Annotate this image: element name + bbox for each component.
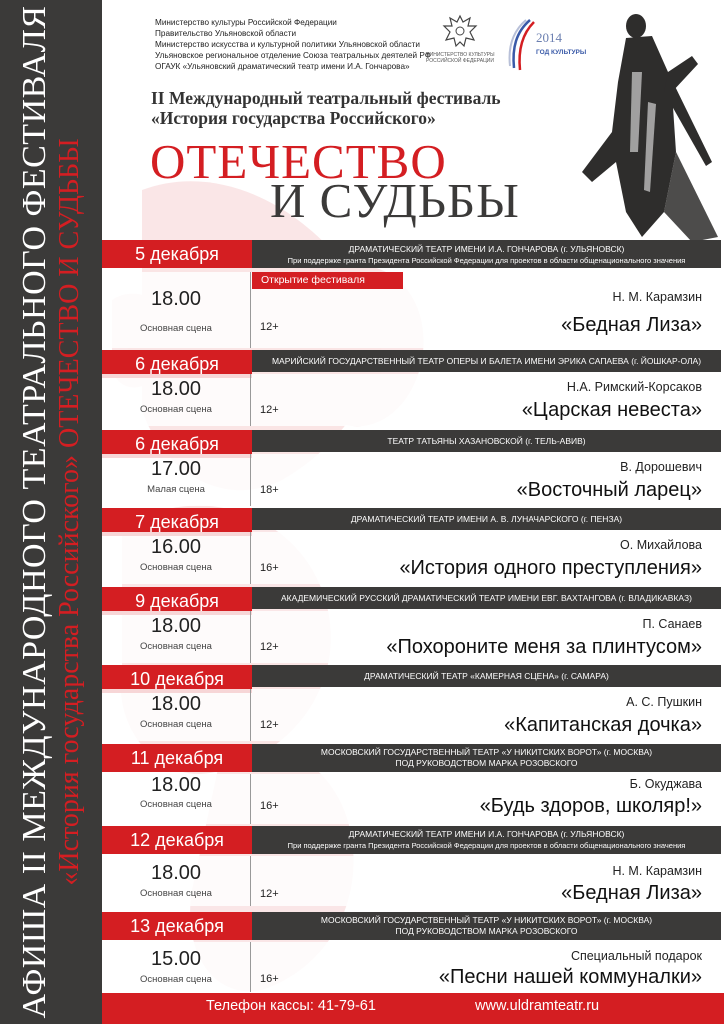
event-stage: Основная сцена — [140, 641, 212, 652]
divider — [250, 532, 251, 584]
divider — [250, 611, 251, 663]
opening-badge: Открытие фестиваля — [252, 272, 403, 289]
play-title: «Бедная Лиза» — [561, 314, 702, 336]
play-title: «Восточный ларец» — [516, 479, 702, 501]
play-title: «Царская невеста» — [521, 399, 702, 421]
age-rating: 12+ — [260, 888, 279, 900]
theatre-bar — [252, 350, 721, 372]
tricolor-swoosh-icon — [506, 18, 536, 72]
side-banner-text — [16, 0, 86, 1024]
event-body — [102, 374, 724, 426]
event-date: 6 декабря — [102, 350, 252, 378]
event-12-dec — [102, 826, 724, 906]
year-number: 2014 — [536, 30, 562, 45]
organizers-list — [155, 17, 431, 72]
theatre-bar — [252, 665, 721, 687]
event-author: О. Михайлова — [620, 538, 702, 552]
divider — [250, 454, 251, 506]
play-title: «Бедная Лиза» — [561, 882, 702, 904]
event-body — [102, 689, 724, 741]
side-banner-title: АФИША II МЕЖДУНАРОДНОГО ТЕАТРАЛЬНОГО ФЕСТИВАЛЯ — [16, 5, 53, 1019]
theatre-note: ПОД РУКОВОДСТВОМ МАРКА РОЗОВСКОГО — [395, 926, 578, 936]
event-author: А. С. Пушкин — [626, 695, 702, 709]
event-stage: Основная сцена — [140, 562, 212, 573]
year-caption: ГОД КУЛЬТУРЫ — [536, 49, 587, 56]
event-date: 11 декабря — [102, 744, 252, 772]
theatre-bar — [252, 912, 721, 940]
play-title: «Похороните меня за плинтусом» — [386, 636, 702, 658]
event-date: 5 декабря — [102, 240, 252, 268]
event-body — [102, 774, 724, 824]
title-line2: И СУДЬБЫ — [270, 173, 520, 228]
event-author: П. Санаев — [642, 617, 702, 631]
event-time: 16.00 — [150, 536, 202, 558]
event-10-dec — [102, 665, 724, 741]
festival-name-line1: II Международный театральный фестиваль — [151, 88, 501, 108]
event-date: 9 декабря — [102, 587, 252, 615]
divider — [250, 374, 251, 426]
event-body — [102, 454, 724, 506]
event-date: 7 декабря — [102, 508, 252, 536]
theatre-name: МОСКОВСКИЙ ГОСУДАРСТВЕННЫЙ ТЕАТР «У НИКИТСКИХ ВОРОТ» (г. МОСКВА) — [320, 747, 653, 757]
age-rating: 12+ — [260, 404, 279, 416]
divider — [250, 942, 251, 992]
theatre-note: ПОД РУКОВОДСТВОМ МАРКА РОЗОВСКОГО — [395, 758, 578, 768]
event-body — [102, 942, 724, 992]
event-13-dec — [102, 912, 724, 992]
theatre-note: При поддержке гранта Президента Российской Федерации для проектов в области общенационального значения — [287, 256, 686, 265]
box-office-phone: Телефон кассы: 41-79-61 — [206, 998, 376, 1014]
theatre-name: ДРАМАТИЧЕСКИЙ ТЕАТР ИМЕНИ И.А. ГОНЧАРОВА (г. УЛЬЯНОВСК) — [348, 829, 625, 839]
event-date: 12 декабря — [102, 826, 252, 854]
festival-name-line2: «История государства Российского» — [151, 108, 436, 128]
event-time: 18.00 — [150, 288, 202, 310]
divider — [250, 856, 251, 906]
footer-bar — [102, 993, 724, 1024]
organizer-line: ОГАУК «Ульяновский драматический театр имени И.А. Гончарова» — [155, 62, 410, 72]
divider — [250, 689, 251, 741]
event-6-dec-a — [102, 350, 724, 426]
age-rating: 18+ — [260, 484, 279, 496]
event-11-dec — [102, 744, 724, 824]
eagle-emblem-icon — [440, 12, 480, 52]
event-stage: Основная сцена — [140, 719, 212, 730]
event-stage: Основная сцена — [140, 799, 212, 810]
theatre-bar — [252, 508, 721, 530]
age-rating: 16+ — [260, 800, 279, 812]
event-body — [102, 532, 724, 584]
theatre-name: ДРАМАТИЧЕСКИЙ ТЕАТР ИМЕНИ А. В. ЛУНАЧАРСКОГО (г. ПЕНЗА) — [350, 514, 623, 524]
website-link[interactable]: www.uldramteatr.ru — [475, 998, 600, 1014]
event-time: 18.00 — [150, 378, 202, 400]
play-title: «Капитанская дочка» — [504, 714, 702, 736]
organizer-line: Ульяновское региональное отделение Союза театральных деятелей РФ — [155, 51, 431, 61]
event-time: 18.00 — [150, 693, 202, 715]
theatre-name: ДРАМАТИЧЕСКИЙ ТЕАТР ИМЕНИ И.А. ГОНЧАРОВА (г. УЛЬЯНОВСК) — [348, 244, 625, 254]
age-rating: 12+ — [260, 641, 279, 653]
event-6-dec-b — [102, 430, 724, 506]
theatre-bar — [252, 826, 721, 854]
side-banner — [0, 0, 102, 1024]
age-rating: 16+ — [260, 562, 279, 574]
event-time: 15.00 — [150, 948, 202, 970]
theatre-note: При поддержке гранта Президента Российской Федерации для проектов в области общенационального значения — [287, 841, 686, 850]
age-rating: 12+ — [260, 719, 279, 731]
event-time: 18.00 — [150, 862, 202, 884]
event-body — [102, 611, 724, 663]
play-title: «Песни нашей коммуналки» — [438, 966, 702, 988]
event-body — [102, 856, 724, 906]
theatre-name: ТЕАТР ТАТЬЯНЫ ХАЗАНОВСКОЙ (г. ТЕЛЬ-АВИВ) — [387, 436, 586, 446]
event-stage: Основная сцена — [140, 974, 212, 985]
emblem-caption: МИНИСТЕРСТВО КУЛЬТУРЫ РОССИЙСКОЙ ФЕДЕРАЦИИ — [425, 52, 495, 64]
event-stage: Основная сцена — [140, 888, 212, 899]
event-time: 18.00 — [150, 615, 202, 637]
event-stage: Малая сцена — [147, 484, 205, 495]
event-author: Н. М. Карамзин — [612, 864, 702, 878]
event-author: Н.А. Римский-Корсаков — [566, 380, 702, 394]
event-author: Н. М. Карамзин — [612, 290, 702, 304]
statue-illustration — [572, 12, 724, 247]
theatre-bar — [252, 587, 721, 609]
theatre-bar — [252, 744, 721, 772]
divider — [250, 774, 251, 824]
play-title: «Будь здоров, школяр!» — [479, 795, 702, 817]
event-body — [102, 272, 724, 348]
theatre-name: МОСКОВСКИЙ ГОСУДАРСТВЕННЫЙ ТЕАТР «У НИКИТСКИХ ВОРОТ» (г. МОСКВА) — [320, 915, 653, 925]
event-stage: Основная сцена — [140, 323, 212, 334]
side-banner-subtitle: «История государства Российского» ОТЕЧЕСТВО И СУДЬБЫ — [54, 138, 85, 886]
divider — [250, 272, 251, 348]
play-title: «История одного преступления» — [399, 557, 702, 579]
theatre-name: МАРИЙСКИЙ ГОСУДАРСТВЕННЫЙ ТЕАТР ОПЕРЫ И БАЛЕТА ИМЕНИ ЭРИКА САПАЕВА (г. ЙОШКАР-ОЛА) — [271, 356, 702, 366]
organizer-line: Правительство Ульяновской области — [155, 29, 297, 39]
event-date: 13 декабря — [102, 912, 252, 940]
event-author: Б. Окуджава — [629, 777, 702, 791]
event-date: 6 декабря — [102, 430, 252, 458]
event-author: Специальный подарок — [570, 949, 702, 963]
event-author: В. Дорошевич — [620, 460, 702, 474]
event-5-dec — [102, 240, 724, 348]
event-time: 18.00 — [150, 774, 202, 796]
age-rating: 16+ — [260, 973, 279, 985]
event-stage: Основная сцена — [140, 404, 212, 415]
event-time: 17.00 — [150, 458, 202, 480]
organizer-line: Министерство культуры Российской Федерации — [155, 18, 337, 27]
theatre-name: АКАДЕМИЧЕСКИЙ РУССКИЙ ДРАМАТИЧЕСКИЙ ТЕАТР ИМЕНИ ЕВГ. ВАХТАНГОВА (г. ВЛАДИКАВКАЗ) — [281, 593, 692, 603]
theatre-bar — [252, 430, 721, 452]
event-7-dec — [102, 508, 724, 584]
title-line1: ОТЕЧЕСТВО — [150, 134, 447, 189]
theatre-name: ДРАМАТИЧЕСКИЙ ТЕАТР «КАМЕРНАЯ СЦЕНА» (г. САМАРА) — [364, 671, 609, 681]
organizer-line: Министерство искусства и культурной политики Ульяновской области — [155, 40, 420, 50]
theatre-bar — [252, 240, 721, 268]
event-9-dec — [102, 587, 724, 663]
event-date: 10 декабря — [102, 665, 252, 693]
age-rating: 12+ — [260, 321, 279, 333]
ministry-emblem — [425, 12, 495, 72]
